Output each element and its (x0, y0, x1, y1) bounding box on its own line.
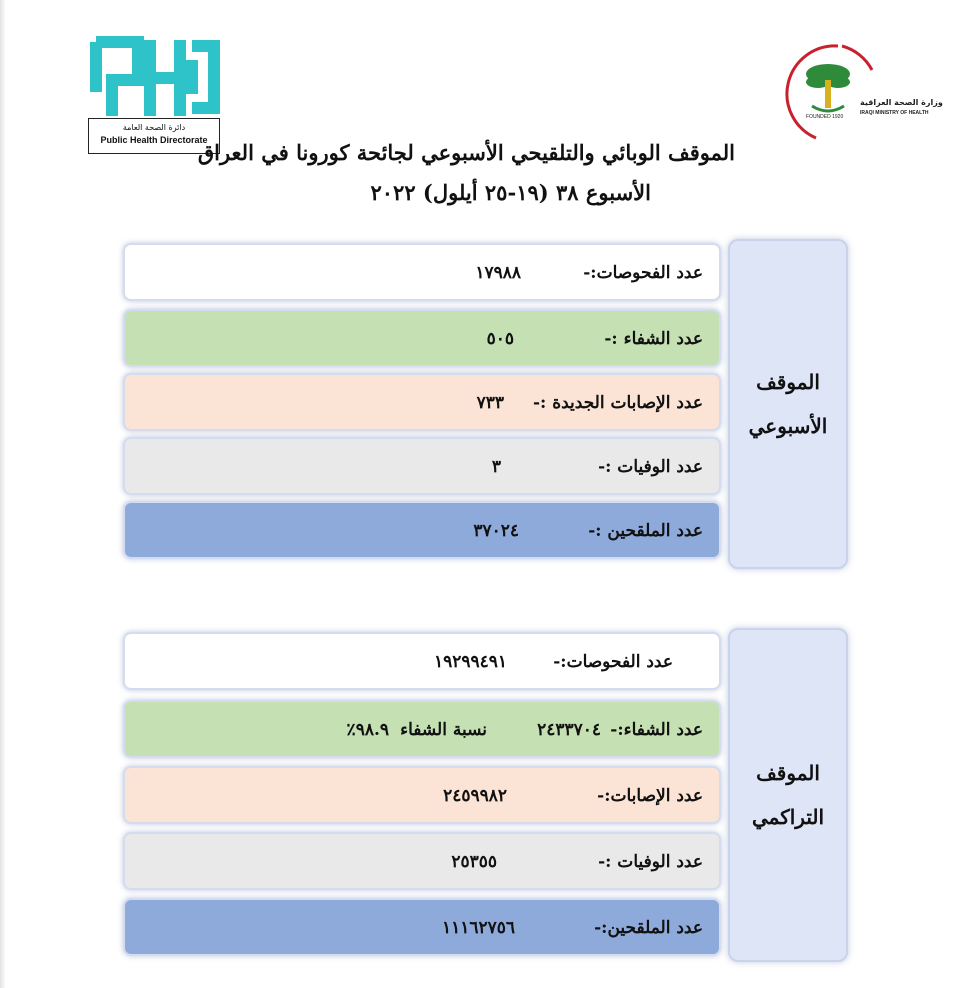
weekly-deaths-value: ٣ (491, 457, 501, 477)
cumulative-section-label: الموقف التراكمي (728, 628, 848, 962)
weekly-vaccinated-label: عدد الملقحين :- (588, 521, 703, 541)
phd-english-name: Public Health Directorate (100, 135, 208, 145)
cumulative-cases-row (123, 766, 721, 824)
phd-logo (88, 36, 224, 156)
page-edge-shadow (0, 0, 6, 988)
ministry-of-health-logo (776, 40, 943, 142)
weekly-section (118, 239, 848, 569)
ministry-arabic-name: وزارة الصحة العراقية (860, 98, 943, 107)
weekly-recoveries-value: ٥٠٥ (486, 329, 514, 349)
weekly-vaccinated-row (123, 501, 721, 559)
weekly-tests-label: عدد الفحوصات:- (583, 263, 703, 283)
weekly-recoveries-label: عدد الشفاء :- (604, 329, 703, 349)
cumulative-deaths-value: ٢٥٣٥٥ (451, 852, 497, 872)
cumulative-vaccinated-row (123, 898, 721, 956)
cumulative-vaccinated-value: ١١١٦٢٧٥٦ (441, 918, 515, 938)
weekly-vaccinated-value: ٣٧٠٢٤ (473, 521, 519, 541)
phd-arabic-name: دائرة الصحة العامة (122, 123, 186, 132)
weekly-deaths-label: عدد الوفيات :- (598, 457, 703, 477)
cumulative-recoveries-label: عدد الشفاء:- (610, 720, 703, 740)
weekly-new-cases-row (123, 373, 721, 431)
cumulative-tests-label: عدد الفحوصات:- (553, 652, 673, 672)
cumulative-cases-value: ٢٤٥٩٩٨٢ (443, 786, 507, 806)
phd-logo-mark (88, 36, 224, 122)
cumulative-deaths-label: عدد الوفيات :- (598, 852, 703, 872)
weekly-tests-value: ١٧٩٨٨ (475, 263, 521, 283)
palm-emblem-icon (776, 40, 906, 142)
weekly-new-cases-label: عدد الإصابات الجديدة :- (532, 393, 703, 413)
cumulative-recoveries-value: ٢٤٣٣٧٠٤ (537, 720, 601, 740)
cumulative-recovery-rate-value: ٩٨.٩٪ (346, 720, 389, 740)
weekly-new-cases-value: ٧٣٣ (476, 393, 504, 413)
cumulative-section (118, 628, 848, 962)
weekly-recoveries-row (123, 309, 721, 367)
cumulative-cases-label: عدد الإصابات:- (597, 786, 703, 806)
ministry-english-name: IRAQI MINISTRY OF HEALTH (860, 110, 929, 116)
report-title: الموقف الوبائي والتلقيحي الأسبوعي لجائحة كورونا في العراق (197, 140, 735, 165)
report-week: الأسبوع ٣٨ (١٩-٢٥ أيلول) ٢٠٢٢ (370, 180, 651, 205)
cumulative-recoveries-row (123, 700, 721, 758)
ministry-founded: FOUNDED 1920 (806, 114, 844, 120)
weekly-tests-row (123, 243, 721, 301)
cumulative-recovery-rate-label: نسبة الشفاء (400, 720, 487, 740)
cumulative-tests-row (123, 632, 721, 690)
weekly-section-label: الموقف الأسبوعي (728, 239, 848, 569)
cumulative-vaccinated-label: عدد الملقحين:- (594, 918, 703, 938)
weekly-deaths-row (123, 437, 721, 495)
cumulative-deaths-row (123, 832, 721, 890)
cumulative-tests-value: ١٩٢٩٩٤٩١ (433, 652, 507, 672)
